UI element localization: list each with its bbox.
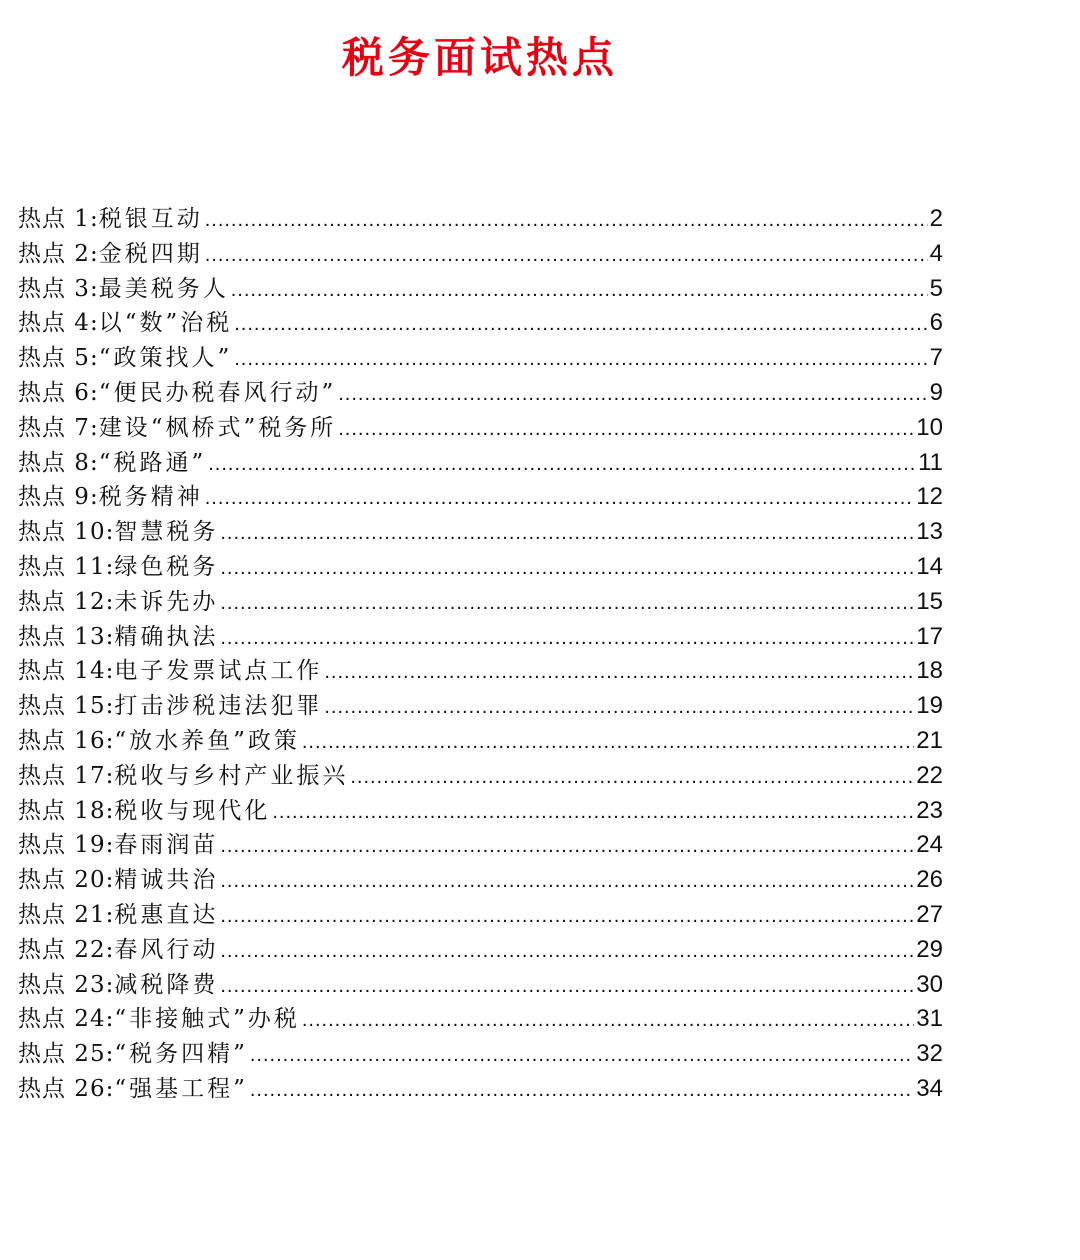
dot-leader bbox=[350, 760, 914, 795]
toc-entry[interactable] bbox=[18, 376, 943, 411]
toc-entry-title: “非接触式”办税 bbox=[114, 1006, 300, 1033]
toc-entry[interactable] bbox=[18, 306, 943, 341]
dot-leader bbox=[302, 1003, 914, 1038]
toc-entry[interactable] bbox=[18, 689, 943, 724]
toc-entry-title: 绿色税务 bbox=[114, 553, 219, 580]
dot-leader bbox=[324, 655, 914, 690]
toc-entry-title: 建设“枫桥式”税务所 bbox=[98, 414, 337, 441]
toc-entry[interactable] bbox=[18, 1002, 943, 1037]
toc-entry-page: 2 bbox=[929, 205, 943, 232]
toc-entry-number: 热点 25: bbox=[18, 1041, 115, 1068]
toc-entry-title: 春雨润苗 bbox=[114, 832, 219, 859]
toc-entry-title: 电子发票试点工作 bbox=[114, 658, 323, 685]
toc-entry-title: “强基工程” bbox=[114, 1075, 248, 1102]
page-title: 税务面试热点 bbox=[341, 33, 618, 82]
dot-leader bbox=[220, 829, 914, 864]
toc-entry-page: 23 bbox=[916, 796, 943, 824]
toc-entry-number: 热点 14: bbox=[18, 658, 115, 685]
toc-entry-page: 34 bbox=[916, 1074, 943, 1102]
toc-entry-title: “放水养鱼”政策 bbox=[114, 727, 300, 754]
toc-entry-number: 热点 3: bbox=[18, 275, 99, 302]
toc-entry[interactable] bbox=[18, 759, 943, 794]
toc-entry-page: 27 bbox=[916, 900, 943, 928]
toc-entry-number: 热点 15: bbox=[18, 693, 115, 720]
dot-leader bbox=[220, 551, 914, 586]
toc-entry-number: 热点 6: bbox=[18, 379, 99, 406]
dot-leader bbox=[250, 1073, 914, 1108]
toc-entry-page: 26 bbox=[916, 866, 943, 894]
toc-entry-page: 14 bbox=[916, 552, 943, 580]
toc-entry-page: 17 bbox=[916, 622, 943, 650]
toc-entry-page: 12 bbox=[916, 483, 943, 511]
toc-entry-title: “税务四精” bbox=[114, 1041, 248, 1068]
toc-entry[interactable] bbox=[18, 272, 943, 307]
toc-entry-number: 热点 18: bbox=[18, 797, 115, 824]
toc-entry-title: 税务精神 bbox=[98, 484, 203, 511]
toc-entry-number: 热点 5: bbox=[18, 345, 99, 372]
toc-entry[interactable] bbox=[18, 550, 943, 585]
dot-leader bbox=[220, 899, 914, 934]
toc-entry[interactable] bbox=[18, 341, 943, 376]
toc-entry-title: 减税降费 bbox=[114, 971, 219, 998]
toc-entry-number: 热点 20: bbox=[18, 867, 115, 894]
toc-entry-number: 热点 12: bbox=[18, 588, 115, 615]
dot-leader bbox=[220, 969, 914, 1004]
toc-entry-page: 11 bbox=[918, 448, 943, 476]
toc-entry-number: 热点 9: bbox=[18, 484, 99, 511]
toc-entry-page: 22 bbox=[916, 761, 943, 789]
toc-entry[interactable] bbox=[18, 1037, 943, 1072]
dot-leader bbox=[272, 795, 914, 830]
dot-leader bbox=[338, 377, 927, 412]
dot-leader bbox=[220, 516, 914, 551]
toc-entry-page: 18 bbox=[916, 657, 943, 685]
dot-leader bbox=[220, 621, 914, 656]
toc-entry-page: 13 bbox=[916, 518, 943, 546]
toc-entry-title: “便民办税春风行动” bbox=[98, 379, 337, 406]
toc-entry-number: 热点 21: bbox=[18, 901, 115, 928]
toc-entry-number: 热点 13: bbox=[18, 623, 115, 650]
toc-entry-title: 金税四期 bbox=[98, 240, 203, 267]
toc-entry[interactable] bbox=[18, 480, 943, 515]
dot-leader bbox=[324, 690, 914, 725]
toc-entry-number: 热点 10: bbox=[18, 519, 115, 546]
toc-entry[interactable] bbox=[18, 411, 943, 446]
toc-entry[interactable] bbox=[18, 724, 943, 759]
toc-entry-page: 24 bbox=[916, 831, 943, 859]
toc-entry-page: 6 bbox=[929, 309, 943, 337]
toc-entry-title: 最美税务人 bbox=[98, 275, 229, 302]
toc-entry[interactable] bbox=[18, 828, 943, 863]
toc-entry[interactable] bbox=[18, 654, 943, 689]
toc-entry-number: 热点 24: bbox=[18, 1006, 115, 1033]
toc-entry-title: 税收与现代化 bbox=[114, 797, 271, 824]
toc-entry-title: 税收与乡村产业振兴 bbox=[114, 762, 349, 789]
toc-entry-number: 热点 1: bbox=[18, 206, 99, 232]
toc-entry-title: 精诚共治 bbox=[114, 867, 219, 894]
toc-entry-title: 精确执法 bbox=[114, 623, 219, 650]
toc-entry-page: 19 bbox=[916, 692, 943, 720]
toc-entry[interactable] bbox=[18, 933, 943, 968]
toc-entry-title: 未诉先办 bbox=[114, 588, 219, 615]
toc-entry[interactable] bbox=[18, 1072, 943, 1107]
toc-entry-title: “政策找人” bbox=[98, 345, 233, 372]
toc-entry-title: 税惠直达 bbox=[114, 901, 219, 928]
dot-leader bbox=[338, 412, 914, 447]
toc-entry-title: “税路通” bbox=[98, 449, 207, 476]
toc-entry-title: 春风行动 bbox=[114, 936, 219, 963]
dot-leader bbox=[208, 447, 916, 482]
toc-entry-number: 热点 7: bbox=[18, 414, 99, 441]
table-of-contents bbox=[18, 202, 943, 1107]
toc-entry-title: 打击涉税违法犯罪 bbox=[114, 693, 323, 720]
toc-entry-title: 以“数”治税 bbox=[98, 310, 233, 337]
dot-leader bbox=[234, 307, 927, 342]
toc-entry-number: 热点 22: bbox=[18, 936, 115, 963]
toc-entry-number: 热点 23: bbox=[18, 971, 115, 998]
toc-entry-page: 7 bbox=[929, 344, 943, 372]
toc-entry[interactable] bbox=[18, 585, 943, 620]
toc-entry-page: 21 bbox=[916, 726, 943, 754]
toc-entry-number: 热点 26: bbox=[18, 1075, 115, 1102]
toc-entry-number: 热点 8: bbox=[18, 449, 99, 476]
toc-entry[interactable] bbox=[18, 620, 943, 655]
toc-entry-page: 15 bbox=[916, 587, 943, 615]
toc-entry-number: 热点 16: bbox=[18, 727, 115, 754]
toc-entry-page: 9 bbox=[929, 378, 943, 406]
dot-leader bbox=[220, 586, 914, 621]
toc-entry-page: 10 bbox=[916, 413, 943, 441]
toc-entry[interactable] bbox=[18, 446, 943, 481]
toc-entry-page: 31 bbox=[916, 1005, 943, 1033]
toc-entry-title: 税银互动 bbox=[98, 206, 203, 232]
toc-entry-title: 智慧税务 bbox=[114, 519, 219, 546]
dot-leader bbox=[220, 934, 914, 969]
dot-leader bbox=[205, 238, 928, 273]
toc-entry[interactable] bbox=[18, 515, 943, 550]
dot-leader bbox=[205, 203, 928, 238]
toc-entry-number: 热点 4: bbox=[18, 310, 99, 337]
toc-entry-page: 5 bbox=[929, 274, 943, 302]
toc-entry-page: 29 bbox=[916, 935, 943, 963]
dot-leader bbox=[234, 342, 927, 377]
dot-leader bbox=[231, 273, 928, 308]
dot-leader bbox=[220, 864, 914, 899]
toc-entry[interactable] bbox=[18, 863, 943, 898]
toc-entry-number: 热点 2: bbox=[18, 240, 99, 267]
toc-entry-page: 32 bbox=[916, 1040, 943, 1068]
toc-entry-page: 30 bbox=[916, 970, 943, 998]
toc-entry[interactable] bbox=[18, 968, 943, 1003]
toc-entry-number: 热点 17: bbox=[18, 762, 115, 789]
toc-entry-number: 热点 11: bbox=[18, 553, 115, 580]
toc-entry-number: 热点 19: bbox=[18, 832, 115, 859]
dot-leader bbox=[302, 725, 914, 760]
toc-entry[interactable] bbox=[18, 898, 943, 933]
toc-entry-page: 4 bbox=[929, 239, 943, 267]
toc-entry[interactable] bbox=[18, 202, 943, 237]
toc-entry[interactable] bbox=[18, 237, 943, 272]
dot-leader bbox=[205, 481, 915, 516]
toc-entry[interactable] bbox=[18, 794, 943, 829]
dot-leader bbox=[250, 1038, 914, 1073]
